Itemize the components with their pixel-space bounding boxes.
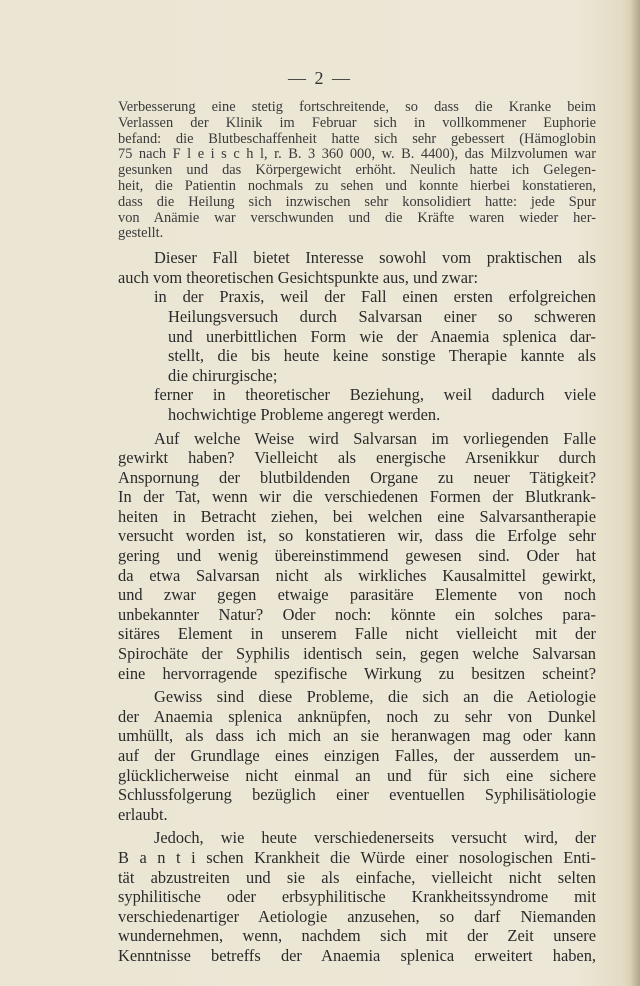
text-line: Dieser Fall bietet Interesse sowohl vom praktischen als (154, 248, 596, 268)
page-edge-shadow (630, 0, 640, 986)
text-line: und unerbittlichen Form wie der Anaemia splenica dar- (168, 326, 596, 346)
case-report-paragraph (118, 100, 596, 242)
text-line: umhüllt, als dass ich mich an sie heranwagen mag oder kann (118, 726, 596, 746)
text-line: Verbesserung eine stetig fortschreitende, so dass die Kranke beim (118, 99, 596, 115)
text-line: erlaubt. (118, 804, 168, 824)
text-line: gesunken und das Körpergewicht erhöht. Neulich hatte ich Gelegen- (118, 162, 596, 179)
list-item-theory (118, 385, 596, 424)
text-line: befand: die Blutbeschaffenheit hatte sich sehr gebessert (Hämoglobin (118, 130, 596, 147)
text-line: heit, die Patientin nochmals zu sehen und konnte hierbei konstatieren, (118, 177, 596, 194)
text-line: Jedoch, wie heute verschiedenerseits versucht wird, der (154, 828, 596, 848)
paragraph-banti (118, 828, 596, 965)
main-text (118, 248, 596, 965)
text-line: Verlassen der Klinik im Februar sich in vollkommener Euphorie (118, 114, 596, 131)
text-line: eine hervorragende spezifische Wirkung zu besitzen scheint? (118, 663, 596, 683)
paragraph-interest (118, 248, 596, 287)
text-line: verschiedenartiger Aetiologie anzusehen, so darf Niemanden (118, 906, 596, 926)
text-line: glücklicherweise nicht einmal an und für sich eine sichere (118, 765, 596, 785)
text-line: syphilitische oder erbsyphilitische Krankheitssyndrome mit (118, 887, 596, 907)
text-line: der Anaemia splenica anknüpfen, noch zu sehr von Dunkel (118, 706, 596, 726)
text-line: ferner in theoretischer Beziehung, weil dadurch viele (154, 385, 596, 405)
text-line: Schlussfolgerung bezüglich einer eventuellen Syphilisätiologie (118, 785, 596, 805)
text-line: hochwichtige Probleme angeregt werden. (168, 404, 441, 424)
text-line: Heilungsversuch durch Salvarsan einer so schweren (168, 306, 596, 326)
page-number: — 2 — (288, 68, 352, 88)
text-body (118, 100, 596, 966)
text-line: 75 nach F l e i s c h l, r. B. 3 360 000, w. B. 4400), das Milzvolumen war (118, 146, 596, 163)
text-line: dass die Heilung sich inzwischen sehr konsolidiert hatte: jede Spur (118, 193, 596, 210)
text-line: In der Tat, wenn wir die verschiedenen Formen der Blutkrank- (118, 487, 596, 507)
text-line: Auf welche Weise wird Salvarsan im vorliegenden Falle (154, 428, 596, 448)
text-line: B a n t i schen Krankheit die Würde einer nosologischen Enti- (118, 847, 596, 867)
text-line: Anspornung der blutbildenden Organe zu neuer Tätigkeit? (118, 467, 596, 487)
text-line: die chirurgische; (168, 365, 278, 385)
text-line: gestellt. (118, 225, 164, 242)
text-line: versucht worden ist, so konstatieren wir, dass die Erfolge sehr (118, 526, 596, 546)
text-line: auf der Grundlage eines einzigen Falles, der ausserdem un- (118, 746, 596, 766)
text-line: heiten in Betracht ziehen, bei welchen eine Salvarsantherapie (118, 506, 596, 526)
text-line: auch vom theoretischen Gesichtspunkte aus, und zwar: (118, 267, 479, 287)
text-line: sitäres Element in unserem Falle nicht vielleicht mit der (118, 624, 596, 644)
text-line: Gewiss sind diese Probleme, die sich an die Aetiologie (154, 687, 596, 707)
list-item-praxis (118, 287, 596, 385)
text-line: und zwar gegen etwaige parasitäre Elemente von noch (118, 585, 596, 605)
text-line: Kenntnisse betreffs der Anaemia splenica erweitert haben, (118, 945, 596, 965)
text-line: in der Praxis, weil der Fall einen ersten erfolgreichen (154, 287, 596, 307)
text-line: da etwa Salvarsan nicht als wirkliches Kausalmittel gewirkt, (118, 565, 596, 585)
text-line: unbekannter Natur? Oder noch: könnte ein solches para- (118, 604, 596, 624)
text-line: Spirochäte der Syphilis identisch sein, gegen welche Salvarsan (118, 644, 596, 664)
text-line: gewirkt haben? Vielleicht als energische Arsenikkur durch (118, 448, 596, 468)
text-line: stellt, die bis heute keine sonstige Therapie kannte als (168, 346, 596, 366)
text-line: tät abzustreiten und sie als einfache, vielleicht nicht selten (118, 867, 596, 887)
text-line: gering und wenig übereinstimmend gewesen sind. Oder hat (118, 546, 596, 566)
text-line: wundernehmen, wenn, nachdem sich mit der Zeit unsere (118, 926, 596, 946)
text-line: von Anämie war verschwunden und die Kräfte waren wieder her- (118, 209, 596, 226)
paragraph-salvarsan-question (118, 429, 596, 684)
paragraph-aetiologie (118, 687, 596, 824)
